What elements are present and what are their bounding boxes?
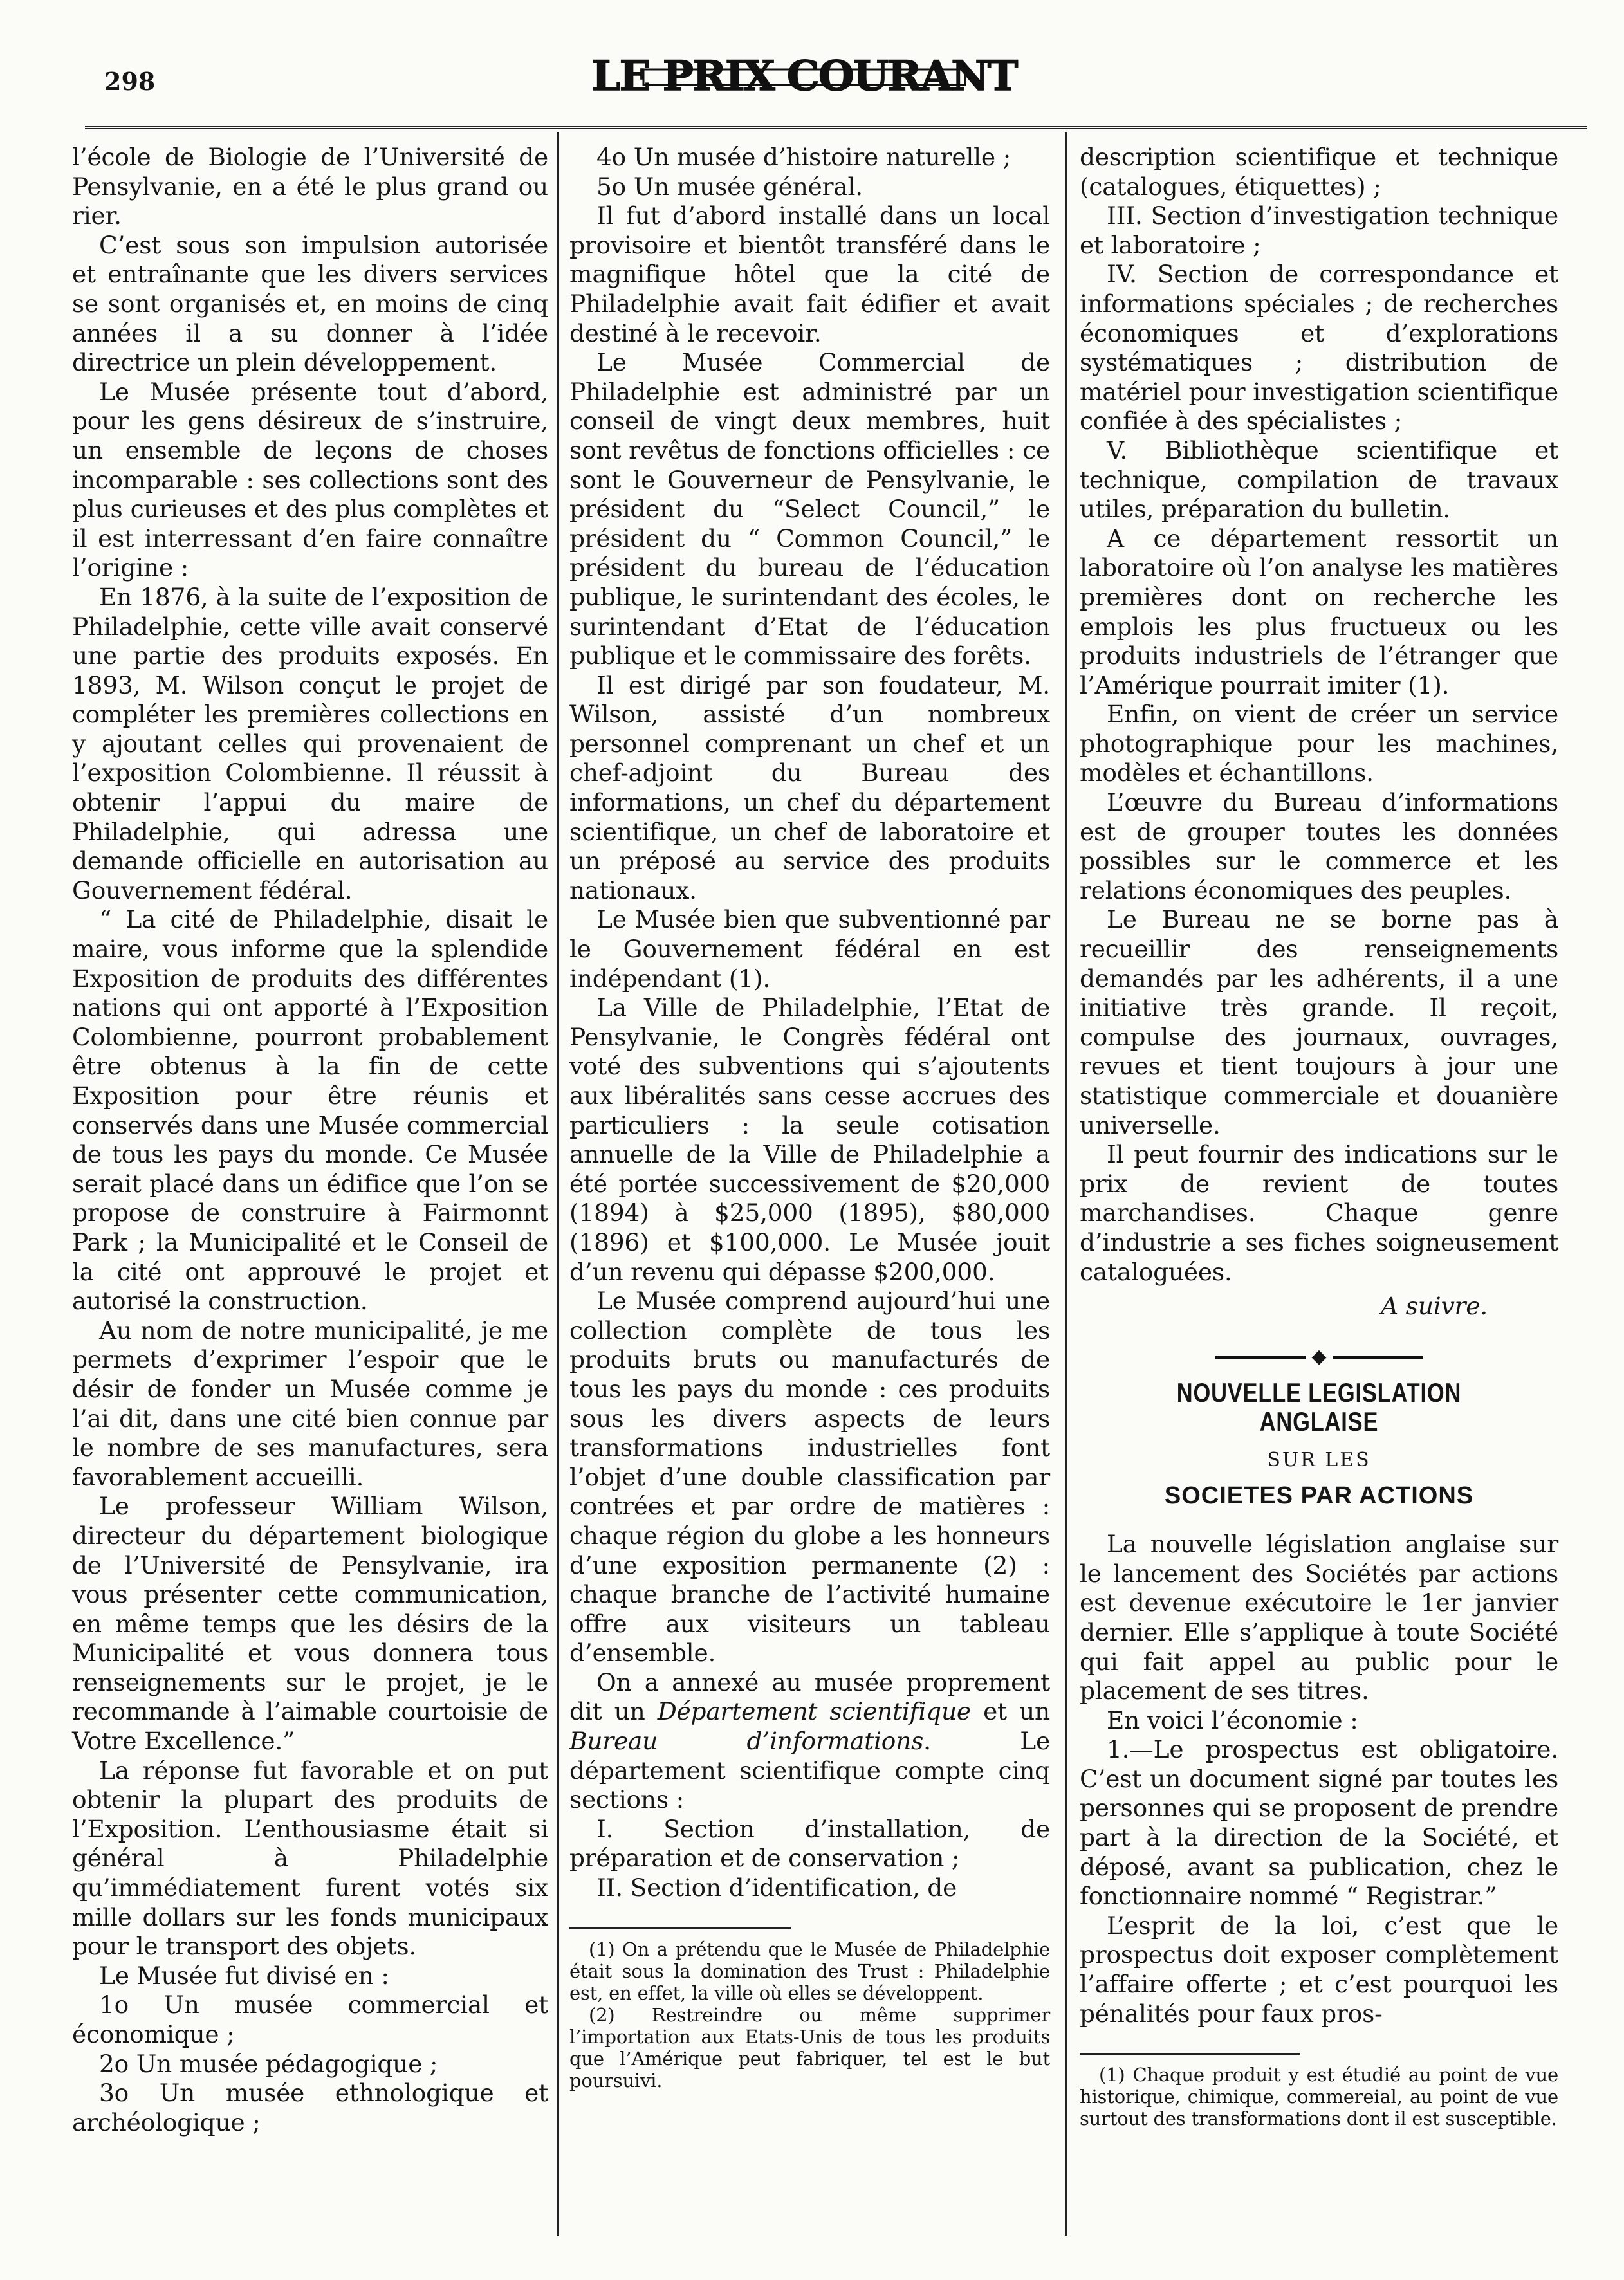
section-title: NOUVELLE LEGISLATION ANGLAISE <box>1176 1377 1462 1437</box>
paragraph: Il fut d’abord installé dans un local provisoire et bientôt transféré dans le magnifique hôtel que la cité de Philadelphie avait fait édifier et avait destiné à le recevoir. <box>569 201 1050 347</box>
paragraph: A ce département ressortit un laboratoire où l’on analyse les matières premières dont on recherche les emplois les plus fructueux ou les produits industriels de l’étranger que l’Amérique pourrait imiter (1). <box>1080 524 1558 699</box>
footnote: (1) On a prétendu que le Musée de Philadelphie était sous la domination des Trust : Philadelphie est, en effet, la ville où elles se développent. <box>569 1938 1050 2004</box>
footnote-rule <box>1080 2053 1300 2055</box>
column-divider <box>557 132 559 2236</box>
paragraph: “ La cité de Philadelphie, disait le maire, vous informe que la splendide Exposition de produits des différentes nations qui ont apporté à l’Exposition Colombienne, pourront probablement être obtenus à la fin de cette Exposition pour être réunis et conservés dans une Musée commercial de tous les pays du monde. Ce Musée serait placé dans un édifice que l’on se propose de construire à Fairmonnt Park ; la Municipalité et le Conseil de la cité ont approuvé le projet et autorisé la construction. <box>72 905 548 1316</box>
header-rule <box>85 126 1587 129</box>
paragraph: Le Musée bien que subventionné par le Gouvernement fédéral en est indépendant (1). <box>569 905 1050 993</box>
paragraph: Le Musée comprend aujourd’hui une collection complète de tous les produits bruts ou manufacturés de tous les pays du monde : ces produits sous les divers aspects de leurs transformations industrielles font l’objet d’une double classification par contrées et par ordre de matières : chaque région du globe a les honneurs d’une exposition permanente (2) : chaque branche de l’activité humaine offre aux visiteurs un tableau d’ensemble. <box>569 1287 1050 1668</box>
column-2 <box>569 143 1050 2234</box>
text-run: et un <box>970 1697 1050 1726</box>
list-item: 1o Un musée commercial et économique ; <box>72 1990 548 2048</box>
list-item: IV. Section de correspondance et informations spéciales ; de recherches économiques et d’explorations systématiques ; distribution de matériel pour investigation scientifique confiée à des spécialistes ; <box>1080 260 1558 436</box>
paragraph: Il est dirigé par son foudateur, M. Wilson, assisté d’un nombreux personnel comprenant un chef et un chef-adjoint du Bureau des informations, un chef du département scientifique, un chef de laboratoire et un préposé au service des produits nationaux. <box>569 670 1050 905</box>
list-item: II. Section d’identification, de <box>596 1873 957 1902</box>
continued-note: A suivre. <box>1381 1292 1488 1321</box>
paragraph: Il peut fournir des indications sur le prix de revient de toutes marchandises. Chaque genre d’industrie a ses fiches soigneusement cataloguées. <box>1080 1140 1558 1286</box>
footnote: (2) Restreindre ou même supprimer l’importation aux Etats-Unis de tous les produits que l’Amérique peut fabriquer, tel est le but poursuivi. <box>569 2003 1050 2092</box>
masthead-wordmark <box>591 44 1017 108</box>
list-item: 3o Un musée ethnologique et archéologique ; <box>72 2079 548 2137</box>
column-1 <box>72 143 548 2234</box>
masthead-text: LE PRIX COURANT <box>591 52 1017 100</box>
paragraph: Enfin, on vient de créer un service photographique pour les machines, modèles et échantillons. <box>1080 700 1558 787</box>
paragraph: Au nom de notre municipalité, je me permets d’exprimer l’espoir que le désir de fonder un Musée comme je l’ai dit, dans une cité bien connue par le nombre de ses manufactures, sera favorablement accueilli. <box>72 1316 548 1491</box>
page-number: 298 <box>104 67 156 96</box>
list-item: III. Section d’investigation technique et laboratoire ; <box>1080 201 1558 259</box>
text-run: . Le département scientifique compte cinq sections : <box>569 1727 1051 1814</box>
paragraph <box>569 1668 1050 1815</box>
list-item: 5o Un musée général. <box>596 172 863 201</box>
footnote: (1) Chaque produit y est étudié au point de vue historique, chimique, commereial, au point de vue surtout des transformations dont il est susceptible. <box>1080 2064 1558 2130</box>
italic-term: Département scientifique <box>657 1697 971 1726</box>
paragraph: La Ville de Philadelphie, l’Etat de Pensylvanie, le Congrès fédéral ont voté des subventions qui s’ajoutents aux libéralités sans cesse accrues des particuliers : la seule cotisation annuelle de la Ville de Philadelphie a été portée successivement de $20,000 (1894) à $25,000 (1895), $80,000 (1896) et $100,000. Le Musée jouit d’un revenu qui dépasse $200,000. <box>569 993 1050 1286</box>
section-subtitle-main: SOCIETES PAR ACTIONS <box>1164 1482 1474 1509</box>
ornament-line <box>1333 1356 1423 1359</box>
paragraph: En voici l’économie : <box>1107 1705 1358 1734</box>
paragraph: Le Musée fut divisé en : <box>99 1961 389 1990</box>
list-item: 2o Un musée pédagogique ; <box>99 2049 438 2078</box>
column-3 <box>1080 143 1558 2234</box>
paragraph: C’est sous son impulsion autorisée et entraînante que les divers services se sont organisés et, en moins de cinq années il a su donner à l’idée directrice un plein développement. <box>72 230 548 377</box>
paragraph: description scientifique et technique (catalogues, étiquettes) ; <box>1080 143 1558 201</box>
list-item: I. Section d’installation, de préparation et de conservation ; <box>569 1814 1050 1873</box>
paragraph: L’œuvre du Bureau d’informations est de grouper toutes les données possibles sur le commerce et les relations économiques des peuples. <box>1080 788 1558 905</box>
footnote-rule <box>569 1927 791 1929</box>
italic-term: Bureau d’informations <box>569 1727 924 1756</box>
paragraph: 1.—Le prospectus est obligatoire. C’est un document signé par toutes les personnes qui se proposent de prendre part à la direction de la Société, et déposé, avant sa publication, chez le fonctionnaire nommé “ Registrar.” <box>1080 1735 1558 1911</box>
paragraph: L’esprit de la loi, c’est que le prospectus doit exposer complètement l’affaire offerte ; et c’est pourquoi les pénalités pour faux pros- <box>1080 1911 1558 2028</box>
masthead-logo <box>591 44 1017 108</box>
paragraph: En 1876, à la suite de l’exposition de Philadelphie, cette ville avait conservé une partie des produits exposés. En 1893, M. Wilson conçut le projet de compléter les premières collections en y ajoutant celles qui provenaient de l’exposition Colombienne. Il réussit à obtenir l’appui du maire de Philadelphie, qui adressa une demande officielle en autorisation au Gouvernement fédéral. <box>72 582 548 905</box>
list-item: V. Bibliothèque scientifique et technique, compilation de travaux utiles, préparation du bulletin. <box>1080 436 1558 524</box>
paragraph: La réponse fut favorable et on put obtenir la plupart des produits de l’Exposition. L’enthousiasme était si général à Philadelphie qu’immédiatement furent votés six mille dollars sur les fonds municipaux pour le transport des objets. <box>72 1756 548 1961</box>
paragraph: l’école de Biologie de l’Université de Pensylvanie, en a été le plus grand ou rier. <box>72 143 548 230</box>
ornament-divider <box>1080 1347 1558 1366</box>
paragraph: Le Musée Commercial de Philadelphie est administré par un conseil de vingt deux membres, huit sont revêtus de fonctions officielles : ce sont le Gouverneur de Pensylvanie, le président du “Select Council,” le président du “ Common Council,” le président du bureau de l’éducation publique, le surintendant des écoles, le surintendant d’Etat de l’éducation publique et le commissaire des forêts. <box>569 348 1050 670</box>
paragraph: La nouvelle législation anglaise sur le lancement des Sociétés par actions est devenue exécutoire le 1er janvier dernier. Elle s’applique à toute Société qui fait appel au public pour le placement de ses titres. <box>1080 1530 1558 1705</box>
list-item: 4o Un musée d’histoire naturelle ; <box>596 143 1011 171</box>
paragraph: Le professeur William Wilson, directeur du département biologique de l’Université de Pensylvanie, ira vous présenter cette communication, en même temps que les désirs de la Municipalité et vous donnera tous renseignements sur le projet, je le recommande à l’aimable courtoisie de Votre Excellence.” <box>72 1492 548 1756</box>
ornament-line <box>1215 1356 1306 1359</box>
section-subtitle: SUR LES <box>1267 1448 1371 1471</box>
text-run: On a annexé au musée proprement dit un <box>569 1668 1050 1726</box>
paragraph: Le Bureau ne se borne pas à recueillir des renseignements demandés par les adhérents, il a une initiative très grande. Il reçoit, compulse des journaux, ouvrages, revues et tient toujours à jour une statistique commerciale et douanière universelle. <box>1080 905 1558 1139</box>
diamond-icon: ◆ <box>1306 1345 1333 1368</box>
column-divider <box>1065 132 1067 2236</box>
paragraph: Le Musée présente tout d’abord, pour les gens désireux de s’instruire, un ensemble de leçons de choses incomparable : ses collections sont des plus curieuses et des plus complètes et il est interressant d’en faire connaître l’origine : <box>72 377 548 582</box>
